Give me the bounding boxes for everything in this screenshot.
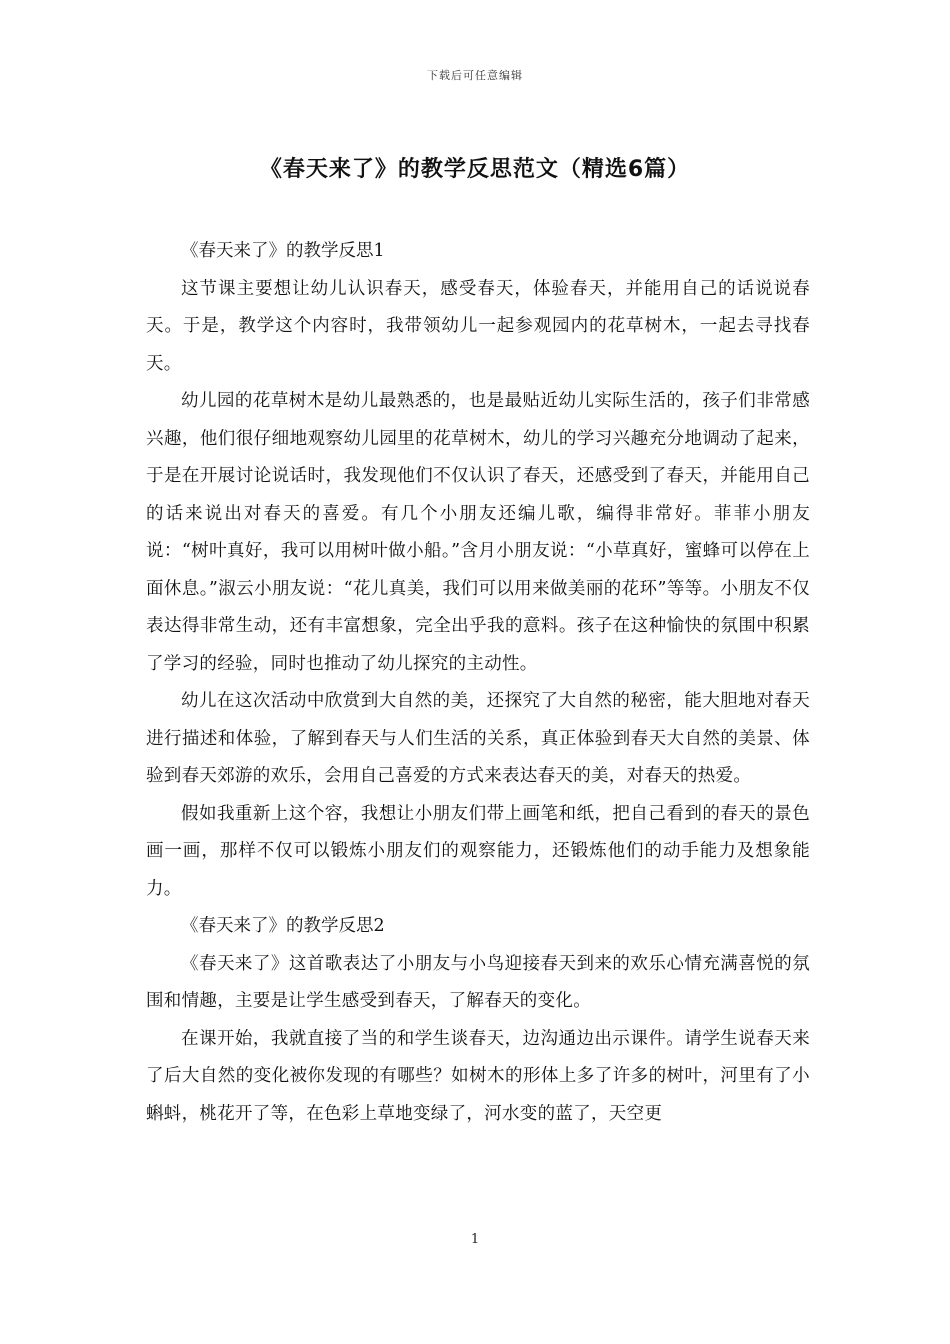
section-heading: 《春天来了》的教学反思2	[181, 916, 385, 936]
document-body	[146, 233, 810, 1133]
body-paragraph: 假如我重新上这个容，我想让小朋友们带上画笔和纸，把自己看到的春天的景色画一画，那样不仅可以锻炼小朋友们的观察能力，还锻炼他们的动手能力及想象能力。	[146, 803, 810, 899]
page-number: 1	[470, 1232, 480, 1247]
body-paragraph: 幼儿园的花草树木是幼儿最熟悉的，也是最贴近幼儿实际生活的，孩子们非常感兴趣，他们很仔细地观察幼儿园里的花草树木，幼儿的学习兴趣充分地调动了起来，于是在开展讨论说话时，我发现他们不仅认识了春天，还感受到了春天，并能用自己的话来说出对春天的喜爱。有几个小朋友还编儿歌，编得非常好。菲菲小朋友说：“树叶真好，我可以用树叶做小船。”含月小朋友说：“小草真好，蜜蜂可以停在上面休息。”淑云小朋友说：“花儿真美，我们可以用来做美丽的花环”等等。小朋友不仅表达得非常生动，还有丰富想象，完全出乎我的意料。孩子在这种愉快的氛围中积累了学习的经验，同时也推动了幼儿探究的主动性。	[146, 391, 810, 674]
section-heading: 《春天来了》的教学反思1	[181, 241, 385, 261]
body-paragraph: 这节课主要想让幼儿认识春天，感受春天，体验春天，并能用自己的话说说春天。于是，教学这个内容时，我带领幼儿一起参观园内的花草树木，一起去寻找春天。	[146, 278, 810, 374]
body-paragraph: 幼儿在这次活动中欣赏到大自然的美，还探究了大自然的秘密，能大胆地对春天进行描述和体验，了解到春天与人们生活的关系，真正体验到春天大自然的美景、体验到春天郊游的欢乐，会用自己喜爱的方式来表达春天的美，对春天的热爱。	[146, 691, 810, 786]
body-paragraph: 《春天来了》这首歌表达了小朋友与小鸟迎接春天到来的欢乐心情充满喜悦的氛围和情趣，主要是让学生感受到春天，了解春天的变化。	[146, 953, 810, 1011]
document-title: 《春天来了》的教学反思范文（精选6篇）	[259, 157, 691, 182]
page-header-note: 下载后可任意编辑	[427, 69, 523, 82]
body-paragraph: 在课开始，我就直接了当的和学生谈春天，边沟通边出示课件。请学生说春天来了后大自然的变化被你发现的有哪些？如树木的形体上多了许多的树叶，河里有了小蝌蚪，桃花开了等，在色彩上草地变绿了，河水变的蓝了，天空更	[146, 1028, 810, 1124]
